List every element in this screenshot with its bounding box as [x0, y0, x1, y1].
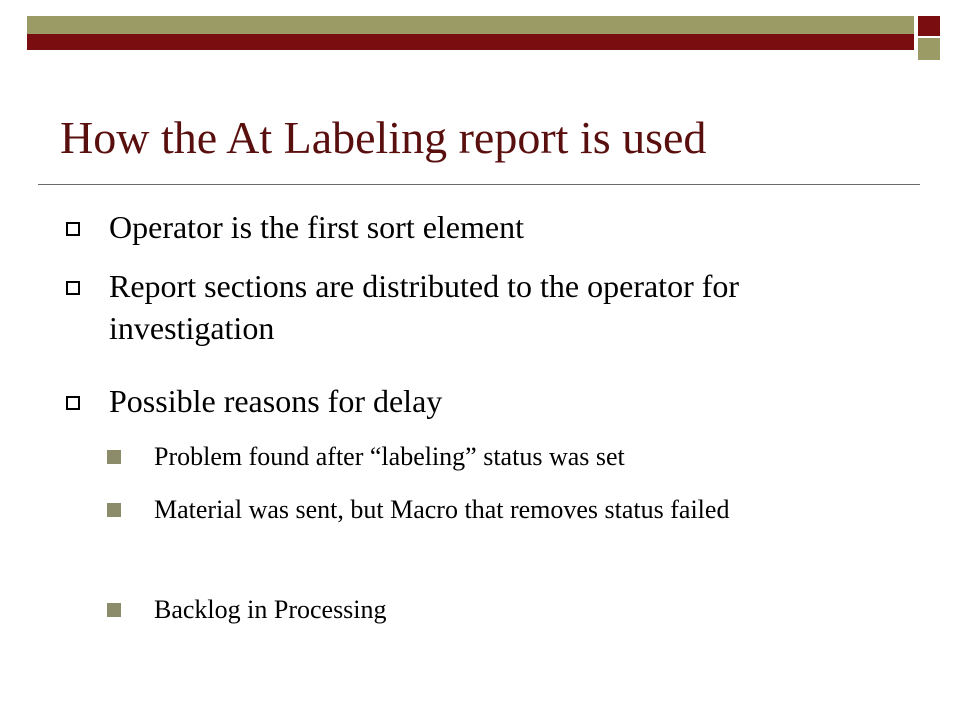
solid-square-bullet-icon [107, 603, 121, 617]
sub-bullet-item: Material was sent, but Macro that removes status failed [154, 495, 730, 524]
solid-square-bullet-icon [107, 450, 121, 464]
hollow-square-bullet-icon [66, 396, 80, 410]
bullet-item: Report sections are distributed to the operator for investigation [109, 268, 740, 346]
hollow-square-bullet-icon [66, 222, 80, 236]
bullet-item: Possible reasons for delay [109, 383, 443, 419]
solid-square-bullet-icon [107, 503, 121, 517]
slide-title: How the At Labeling report is used [60, 112, 707, 163]
hollow-square-bullet-icon [66, 281, 80, 295]
sub-bullet-item: Backlog in Processing [154, 595, 387, 624]
bullet-item: Operator is the first sort element [109, 209, 524, 245]
sub-bullet-item: Problem found after “labeling” status was set [154, 442, 625, 471]
